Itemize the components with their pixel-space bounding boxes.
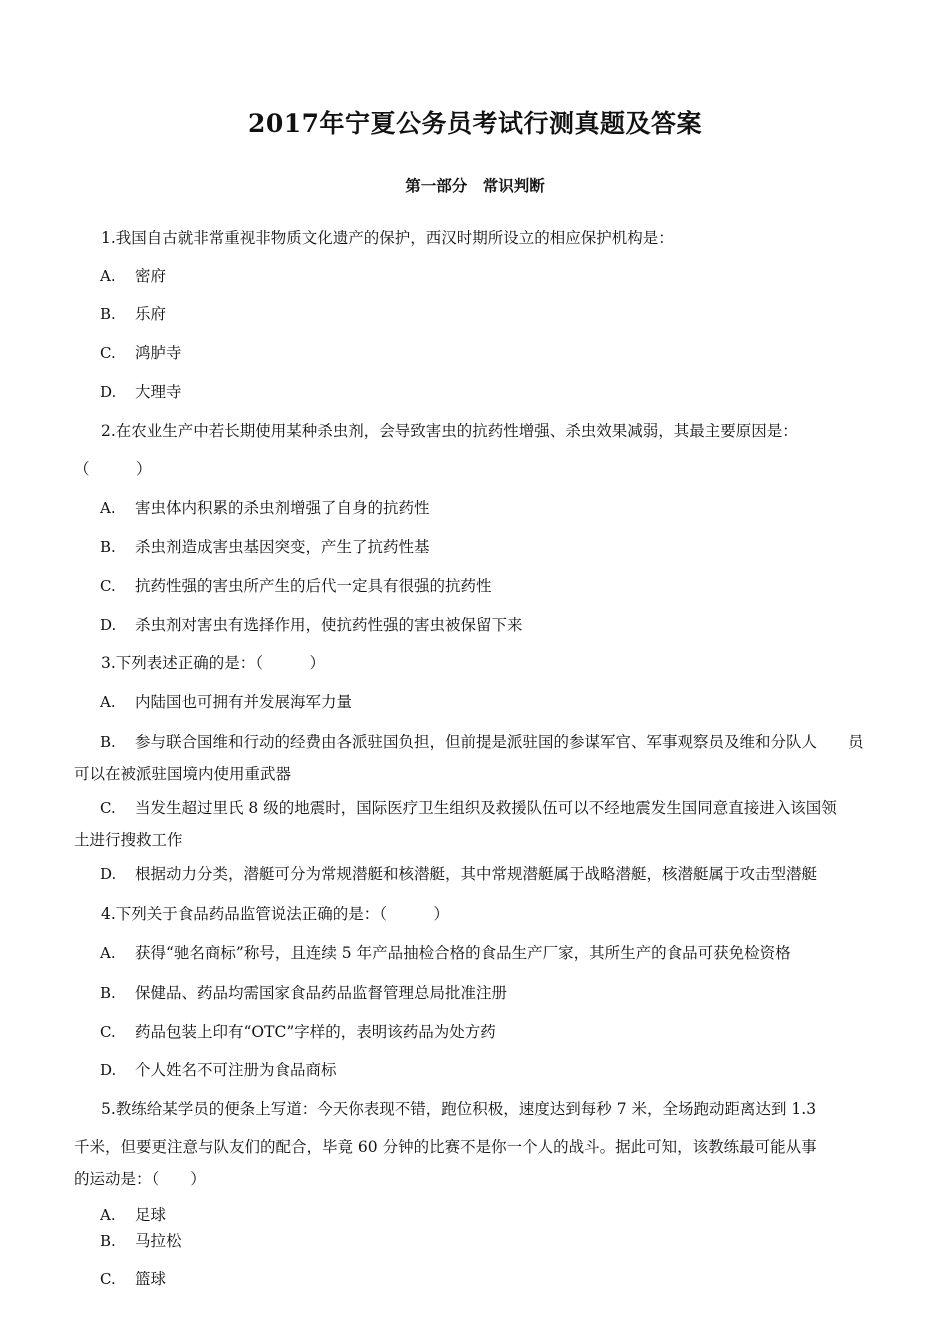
q3-option-a-text: 内陆国也可拥有并发展海军力量 bbox=[135, 693, 353, 711]
question-2-stem-cont: （ ） bbox=[74, 460, 152, 478]
q3-option-b-letter: B. bbox=[100, 733, 116, 751]
q2-option-b-text: 杀虫剂造成害虫基因突变，产生了抗药性基 bbox=[135, 538, 430, 556]
q1-option-d-letter: D. bbox=[100, 383, 117, 401]
q3-option-c-text: 当发生超过里氏 8 级的地震时，国际医疗卫生组织及救援队伍可以不经地震发生国同意直接进入该国领 bbox=[135, 799, 837, 817]
question-5-stem-cont-1: 千米，但要更注意与队友们的配合，毕竟 60 分钟的比赛不是你一个人的战斗。据此可知，该教练最可能从事 bbox=[74, 1138, 817, 1156]
question-2-stem: 2.在农业生产中若长期使用某种杀虫剂，会导致害虫的抗药性增强、杀虫效果减弱，其最主要原因是： bbox=[101, 422, 798, 440]
document-title: 2017年宁夏公务员考试行测真题及答案 bbox=[247, 109, 703, 138]
q5-option-a-text: 足球 bbox=[135, 1206, 167, 1224]
q3-option-b-text: 参与联合国维和行动的经费由各派驻国负担，但前提是派驻国的参谋军官、军事观察员及维和分队人 员 bbox=[135, 733, 864, 751]
section-heading: 第一部分 常识判断 bbox=[405, 176, 545, 195]
q4-option-c-text: 药品包装上印有“OTC”字样的，表明该药品为处方药 bbox=[135, 1023, 496, 1041]
q2-option-d-text: 杀虫剂对害虫有选择作用，使抗药性强的害虫被保留下来 bbox=[135, 616, 523, 634]
q4-option-c-letter: C. bbox=[100, 1023, 116, 1041]
q1-option-a-letter: A. bbox=[100, 267, 116, 285]
q2-option-d-letter: D. bbox=[100, 616, 117, 634]
q2-option-c-text: 抗药性强的害虫所产生的后代一定具有很强的抗药性 bbox=[135, 577, 492, 595]
q3-option-d-letter: D. bbox=[100, 865, 117, 883]
q1-option-b-letter: B. bbox=[100, 305, 116, 323]
q3-option-a-letter: A. bbox=[100, 693, 116, 711]
q1-option-b-text: 乐府 bbox=[135, 305, 167, 323]
q4-option-d-letter: D. bbox=[100, 1061, 117, 1079]
question-1-stem: 1.我国自古就非常重视非物质文化遗产的保护，西汉时期所设立的相应保护机构是： bbox=[101, 229, 674, 247]
q5-option-a-letter: A. bbox=[100, 1206, 116, 1224]
question-5-stem: 5.教练给某学员的便条上写道：今天你表现不错，跑位积极，速度达到每秒 7 米，全场跑动距离达到 1.3 bbox=[101, 1100, 817, 1118]
q2-option-a-letter: A. bbox=[100, 499, 116, 517]
q3-option-b-continuation: 可以在被派驻国境内使用重武器 bbox=[74, 765, 292, 783]
q4-option-d-text: 个人姓名不可注册为食品商标 bbox=[135, 1061, 337, 1079]
question-3-stem: 3.下列表述正确的是：（ ） bbox=[101, 654, 326, 672]
q4-option-a-letter: A. bbox=[100, 944, 116, 962]
q1-option-c-text: 鸿胪寺 bbox=[135, 344, 182, 362]
question-4-stem: 4.下列关于食品药品监管说法正确的是：（ ） bbox=[101, 905, 450, 923]
q2-option-c-letter: C. bbox=[100, 577, 116, 595]
q1-option-c-letter: C. bbox=[100, 344, 116, 362]
q5-option-b-text: 马拉松 bbox=[135, 1232, 182, 1250]
q5-option-c-letter: C. bbox=[100, 1270, 116, 1288]
q4-option-b-letter: B. bbox=[100, 984, 116, 1002]
q3-option-c-letter: C. bbox=[100, 799, 116, 817]
q4-option-a-text: 获得“驰名商标”称号，且连续 5 年产品抽检合格的食品生产厂家，其所生产的食品可获免检资格 bbox=[135, 944, 791, 962]
q4-option-b-text: 保健品、药品均需国家食品药品监督管理总局批准注册 bbox=[135, 984, 508, 1002]
question-5-stem-cont-2: 的运动是：（ ） bbox=[74, 1170, 206, 1188]
q1-option-d-text: 大理寺 bbox=[135, 383, 182, 401]
q5-option-b-letter: B. bbox=[100, 1232, 116, 1250]
q2-option-b-letter: B. bbox=[100, 538, 116, 556]
q3-option-c-continuation: 土进行搜救工作 bbox=[74, 831, 183, 849]
q2-option-a-text: 害虫体内积累的杀虫剂增强了自身的抗药性 bbox=[135, 499, 430, 517]
q1-option-a-text: 密府 bbox=[135, 267, 167, 285]
q5-option-c-text: 篮球 bbox=[135, 1270, 167, 1288]
q3-option-d-text: 根据动力分类，潜艇可分为常规潜艇和核潜艇，其中常规潜艇属于战略潜艇，核潜艇属于攻击型潜艇 bbox=[135, 865, 818, 883]
